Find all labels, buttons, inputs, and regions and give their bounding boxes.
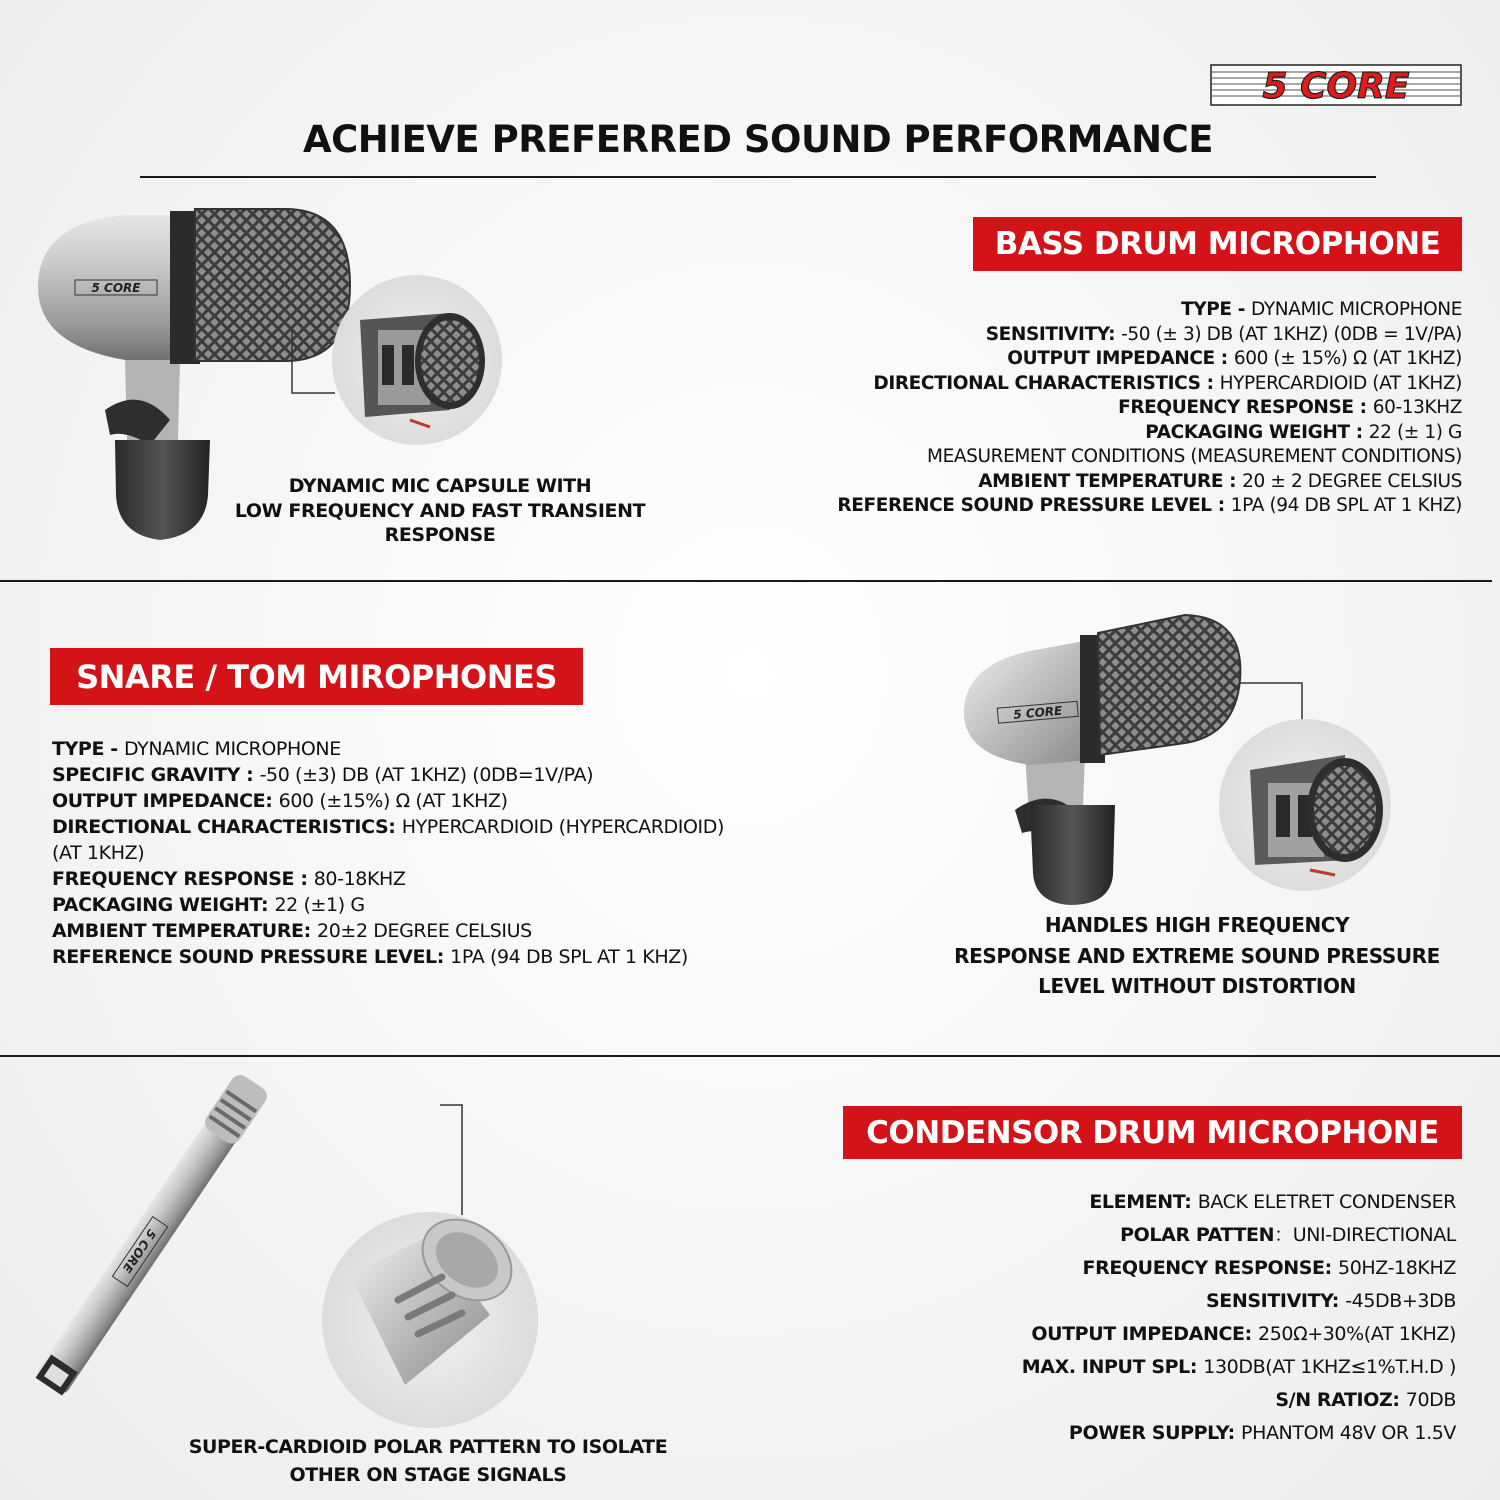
spec-row: REFERENCE SOUND PRESSURE LEVEL: 1PA (94 DB SPL AT 1 KHZ) [52, 946, 688, 968]
spec-row: SENSITIVITY: -45DB+3DB [1206, 1290, 1456, 1312]
svg-text:5 CORE: 5 CORE [1262, 66, 1410, 106]
spec-row: (AT 1KHZ) [52, 842, 145, 864]
page-title: ACHIEVE PREFERRED SOUND PERFORMANCE [302, 118, 1214, 161]
spec-row: MAX. INPUT SPL: 130DB(AT 1KHZ≤1%T.H.D ) [1021, 1356, 1456, 1378]
condensor-spec-list [816, 1186, 1456, 1450]
spec-row: FREQUENCY RESPONSE : 60-13KHZ [1118, 397, 1462, 418]
condensor-heading: CONDENSOR DRUM MICROPHONE [843, 1106, 1462, 1159]
condensor-caption-line: OTHER ON STAGE SIGNALS [289, 1463, 567, 1486]
spec-row: POLAR PATTEN：UNI-DIRECTIONAL [1120, 1224, 1456, 1246]
bass-caption [230, 474, 650, 548]
spec-row: OUTPUT IMPEDANCE: 250Ω+30%(AT 1KHZ) [1031, 1323, 1456, 1345]
svg-text:5 CORE: 5 CORE [1012, 703, 1063, 722]
spec-row: PACKAGING WEIGHT: 22 (±1) G [52, 894, 365, 916]
spec-row: POWER SUPPLY: PHANTOM 48V OR 1.5V [1068, 1422, 1456, 1444]
bass-spec-list [762, 298, 1462, 519]
title-underline [140, 176, 1376, 178]
spec-row: MEASUREMENT CONDITIONS (MEASUREMENT CONDITIONS) [927, 446, 1462, 467]
snare-caption-line: HANDLES HIGH FREQUENCY [1044, 913, 1350, 937]
snare-spec-list [52, 736, 724, 970]
brand-logo [1210, 64, 1462, 106]
section-divider [0, 580, 1492, 582]
spec-row: OUTPUT IMPEDANCE: 600 (±15%) Ω (AT 1KHZ) [52, 790, 508, 812]
snare-caption [947, 910, 1447, 1002]
bass-heading: BASS DRUM MICROPHONE [973, 217, 1462, 271]
snare-caption-line: LEVEL WITHOUT DISTORTION [1038, 974, 1356, 998]
spec-row: FREQUENCY RESPONSE: 50HZ-18KHZ [1082, 1257, 1456, 1279]
spec-row: OUTPUT IMPEDANCE : 600 (± 15%) Ω (AT 1KHZ) [1007, 348, 1462, 369]
snare-tom-mic-image [950, 605, 1400, 905]
svg-text:5 CORE: 5 CORE [119, 1226, 159, 1276]
spec-row: ELEMENT: BACK ELETRET CONDENSER [1089, 1191, 1456, 1213]
spec-row: DIRECTIONAL CHARACTERISTICS: HYPERCARDIOID (HYPERCARDIOID) [52, 816, 724, 838]
snare-caption-line: RESPONSE AND EXTREME SOUND PRESSURE [954, 943, 1440, 968]
condensor-mic-image [20, 1055, 560, 1445]
bass-caption-line: DYNAMIC MIC CAPSULE WITH [288, 475, 592, 497]
bass-caption-line: LOW FREQUENCY AND FAST TRANSIENT [234, 499, 646, 522]
snare-heading: SNARE / TOM MIROPHONES [50, 648, 583, 705]
svg-text:5 CORE: 5 CORE [91, 281, 141, 295]
condensor-caption-line: SUPER-CARDIOID POLAR PATTERN TO ISOLATE [188, 1436, 668, 1458]
spec-row: SPECIFIC GRAVITY : -50 (±3) DB (AT 1KHZ) (0DB=1V/PA) [52, 764, 594, 786]
spec-row: AMBIENT TEMPERATURE : 20 ± 2 DEGREE CELSIUS [978, 470, 1462, 492]
condensor-caption [178, 1434, 678, 1489]
spec-row: FREQUENCY RESPONSE : 80-18KHZ [52, 868, 406, 890]
spec-row: AMBIENT TEMPERATURE: 20±2 DEGREE CELSIUS [52, 920, 532, 942]
spec-row: S/N RATIOZ: 70DB [1275, 1389, 1456, 1411]
spec-row: TYPE - DYNAMIC MICROPHONE [52, 738, 341, 760]
spec-row: PACKAGING WEIGHT : 22 (± 1) G [1145, 421, 1462, 443]
spec-row: SENSITIVITY: -50 (± 3) DB (AT 1KHZ) (0DB = 1V/PA) [985, 323, 1462, 345]
spec-row: TYPE - DYNAMIC MICROPHONE [1181, 299, 1462, 320]
spec-row: DIRECTIONAL CHARACTERISTICS : HYPERCARDIOID (AT 1KHZ) [873, 372, 1462, 394]
bass-caption-line: RESPONSE [384, 524, 496, 546]
spec-row: REFERENCE SOUND PRESSURE LEVEL : 1PA (94 DB SPL AT 1 KHZ) [837, 495, 1462, 516]
